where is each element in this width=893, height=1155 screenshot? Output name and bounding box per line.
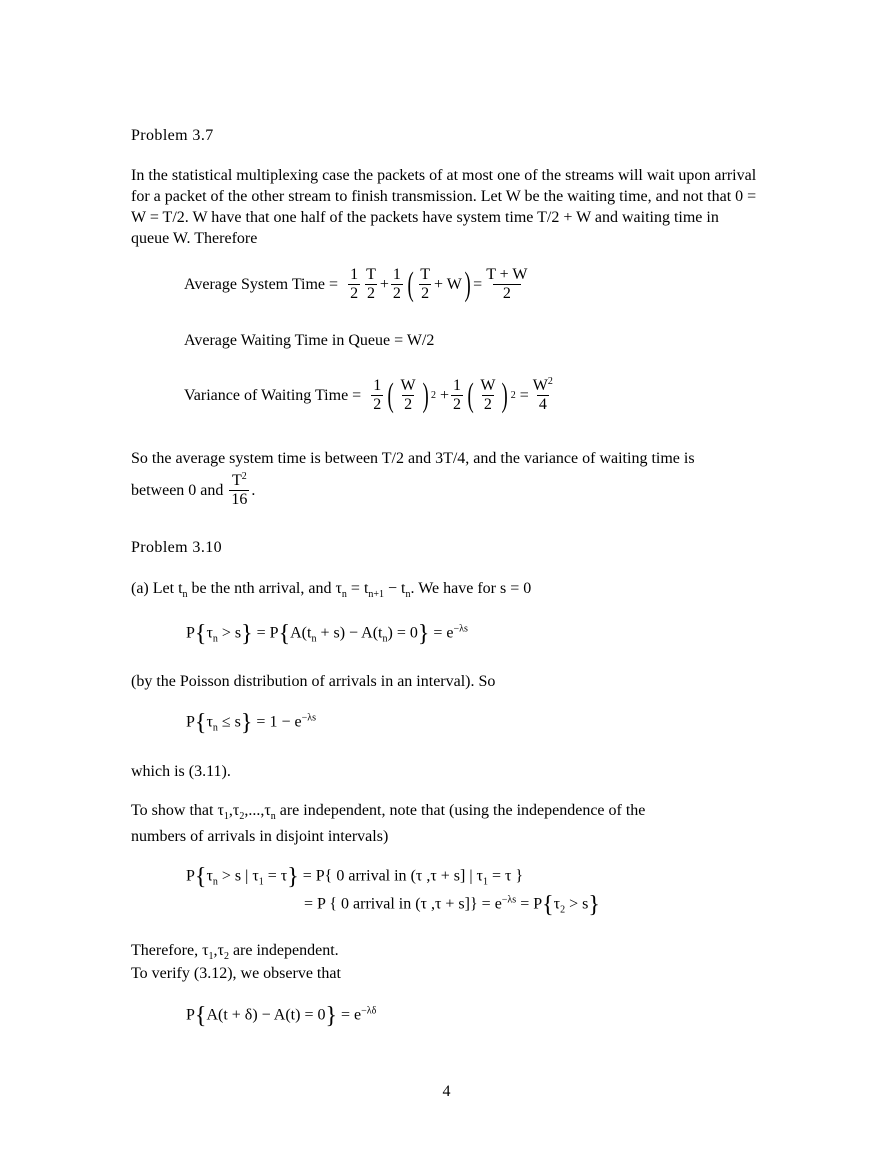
poisson-note: (by the Poisson distribution of arrivals in an interval). So: [131, 673, 496, 690]
small-interval-equation: $P\{A(t + \delta) - A(t) = 0\} = e^{-\lambda\delta}$: [186, 1003, 377, 1029]
cdf-equation: $P\{\tau_n \le s\} = 1 - e^{-\lambda s}$: [186, 710, 316, 736]
page-number: 4: [442, 1083, 451, 1100]
problem-3-7-intro: In the statistical multiplexing case the packets of at most one of the streams will wait upon arrival for a packet of the other stream to finish transmission. Let W be the waiting time, and not that 0 = W = T/2. W have that one half of the packets have system time T/2 + W and waiting time in queue W. Therefore: [131, 167, 757, 247]
average-waiting-time-equation: Average Waiting Time in Queue = W/2: [184, 332, 435, 349]
independence-equation-line1: $P\{\tau_n > s$ | $\tau_1 = \tau\} = P${ 0 arrival in (τ ,τ + s] | $\tau_1 = \tau$ }: [186, 864, 524, 890]
problem-3-7-conclusion: So the average system time is between T/2 and 3T/4, and the variance of waiting time is: [131, 450, 695, 467]
average-system-time-equation: Average System Time = $\frac{1}{2}$ $\frac{T}{2}$ + $\frac{1}{2}$ ( $\frac{T}{2}$ + W ) = $\frac{T + W}{2}$: [184, 265, 528, 303]
variance-range: between 0 and $\frac{T^2}{16}$ .: [131, 471, 256, 508]
verify-3-12: To verify (3.12), we observe that: [131, 965, 341, 982]
part-a-statement: (a) Let $t_n$ be the nth arrival, and $\tau_n = t_{n+1} - t_n$. We have for s = 0: [131, 580, 532, 600]
therefore-statement: Therefore, $\tau_1,\tau_2$ are independent.: [131, 942, 339, 962]
independence-intro-line2: numbers of arrivals in disjoint intervals): [131, 828, 389, 845]
average-system-time-label: Average System Time =: [184, 275, 339, 293]
problem-3-7-heading: Problem 3.7: [131, 127, 214, 144]
problem-3-10-heading: Problem 3.10: [131, 539, 223, 556]
variance-waiting-time-equation: Variance of Waiting Time = $\frac{1}{2}$ ( $\frac{W}{2}$ ) 2 + $\frac{1}{2}$ ( $\frac{W}{2}$ ) 2 = $\frac{W^2}{4}$: [184, 376, 553, 414]
independence-equation-line2: = P { 0 arrival in (τ $,\tau + s]\} = e^{-\lambda s} = P\{\tau_2 > s\}$: [304, 892, 600, 918]
which-is-3-11: which is (3.11).: [131, 763, 231, 780]
independence-intro: To show that $\tau_1,\tau_2,...,\tau_n$ are independent, note that (using the independence of the: [131, 802, 646, 822]
variance-waiting-time-label: Variance of Waiting Time =: [184, 386, 362, 404]
interarrival-probability-equation: $P\{\tau_n > s\} = P\{A(t_n + s) - A(t_n) = 0\} = e^{-\lambda s}$: [186, 621, 468, 647]
